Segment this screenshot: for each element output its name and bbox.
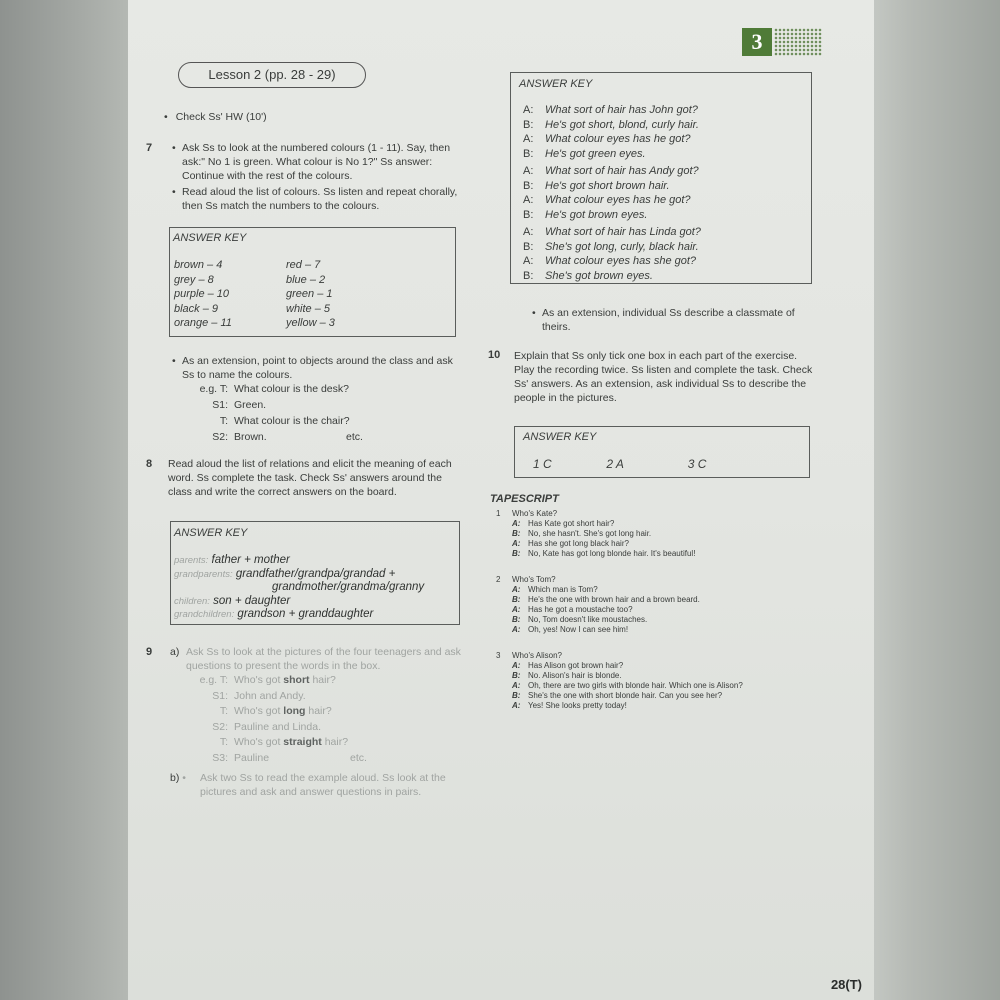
right-extension: • As an extension, individual Ss describe a classmate of theirs.: [542, 306, 816, 334]
tape-line: Oh, yes! Now I can see him!: [528, 625, 629, 634]
speaker: A:: [523, 194, 534, 206]
exercise-10-number: 10: [488, 349, 501, 361]
dialogue-pre: Who's got: [234, 736, 281, 748]
tape-line: Has he got a moustache too?: [528, 605, 633, 614]
relation-value: grandfather/grandpa/grandad +: [235, 567, 396, 580]
speaker: S2:: [212, 720, 228, 733]
dialogue-line: [172, 735, 472, 751]
dialogue-text: What sort of hair has John got?: [545, 104, 698, 116]
dialogue-pre: Who's got: [234, 674, 281, 686]
speaker: B:: [523, 118, 534, 131]
answer-item: black – 9: [174, 302, 219, 315]
answer-item: red – 7: [286, 259, 321, 271]
exercise-8-answer-key: [170, 521, 460, 625]
speaker: B:: [523, 208, 534, 221]
dialogue-line: [523, 147, 807, 162]
exercise-7-instruction-2: • Read aloud the list of colours. Ss listen and repeat chorally, then Ss match the numbers to the colours.: [182, 185, 464, 213]
exercise-9b-letter: b): [170, 772, 180, 784]
speaker: e.g. T:: [199, 383, 228, 395]
speaker: B:: [512, 671, 521, 680]
tapescript-part-2: [494, 575, 814, 635]
dialogue-line: [523, 225, 807, 240]
dialogue-line: [172, 382, 472, 398]
relation-value: grandson + granddaughter: [237, 608, 374, 620]
exercise-7-extension: • As an extension, point to objects around the class and ask Ss to name the colours.: [182, 354, 464, 382]
speaker: A:: [512, 585, 521, 594]
answer-key-title: ANSWER KEY: [174, 527, 248, 539]
dialogue-text: Pauline and Linda.: [234, 720, 321, 733]
relation-label: children:: [174, 595, 210, 607]
dialogue-text: She's got long, curly, black hair.: [545, 240, 699, 253]
background-left: [0, 0, 128, 1000]
tape-line: Which man is Tom?: [528, 585, 598, 594]
dialogue-text: [234, 704, 332, 718]
dialogue-line: [172, 673, 472, 689]
speaker: A:: [523, 104, 534, 116]
dialogue-post: hair?: [312, 674, 336, 686]
colour-answers-left: [174, 258, 284, 331]
speaker: e.g. T:: [199, 674, 228, 686]
tapescript-part-1: [494, 509, 814, 559]
unit-number-tab: 3: [742, 28, 772, 56]
speaker: A:: [512, 681, 521, 690]
part-number: 1: [496, 509, 501, 518]
relation-line: [174, 568, 456, 582]
part-heading: Who's Tom?: [512, 575, 556, 584]
speaker: B:: [523, 269, 534, 282]
unit-tab-dots: [774, 28, 822, 56]
speaker: A:: [512, 625, 521, 634]
answer-item: orange – 11: [174, 317, 232, 329]
dialogue-line: [523, 103, 807, 118]
dialogue-line: [172, 398, 472, 414]
dialogue-text: Brown.: [234, 431, 267, 443]
dialogue-group: [523, 103, 807, 161]
exercise-9-dialogue: [172, 673, 472, 766]
speaker: B:: [523, 179, 534, 192]
tape-line: Oh, there are two girls with blonde hair. Which one is Alison?: [528, 681, 743, 690]
speaker: S1:: [212, 399, 228, 411]
speaker: S3:: [212, 751, 228, 764]
answer-item: yellow – 3: [286, 317, 335, 329]
answer-key-dialogues: [523, 103, 807, 283]
answer-key-title: ANSWER KEY: [173, 232, 247, 244]
relations-answers: [174, 554, 456, 622]
dialogue-answer-key: [510, 72, 812, 284]
speaker: A:: [523, 165, 534, 177]
relation-value: grandmother/grandma/granny: [272, 581, 425, 593]
speaker: A:: [512, 605, 521, 614]
dialogue-line: [172, 430, 472, 446]
speaker: B:: [512, 549, 521, 558]
dialogue-line: [523, 164, 807, 179]
dialogue-line: [523, 132, 807, 147]
answer-item: 3 C: [687, 457, 707, 471]
dialogue-line: [172, 720, 472, 736]
exercise-9a-instruction: Ask Ss to look at the pictures of the four teenagers and ask questions to present the words in the box.: [186, 646, 461, 672]
dialogue-text: What colour eyes has he got?: [545, 133, 691, 145]
keyword: short: [283, 674, 310, 686]
answer-item: white – 5: [286, 302, 331, 315]
answer-key-title: ANSWER KEY: [519, 78, 593, 90]
speaker: A:: [523, 226, 534, 238]
dialogue-pre: Who's got: [234, 705, 281, 717]
answer-item: brown – 4: [174, 259, 223, 271]
dialogue-text: She's got brown eyes.: [545, 269, 653, 282]
speaker: A:: [512, 661, 521, 670]
relation-value: father + mother: [211, 554, 290, 566]
tape-line: No, Kate has got long blonde hair. It's beautiful!: [528, 549, 696, 558]
answer-item: 2 A: [606, 457, 624, 471]
exercise-10-instruction: Explain that Ss only tick one box in each part of the exercise. Play the recording twice. Ss listen and complete the task. Check Ss' answers. As an extension, ask individual Ss to describe the people in the pictures.: [514, 350, 813, 404]
tape-line: Yes! She looks pretty today!: [528, 701, 627, 710]
answer-item: purple – 10: [174, 288, 230, 300]
dialogue-post: hair?: [324, 736, 349, 748]
dialogue-line: [172, 414, 472, 430]
background-right: [874, 0, 1000, 1000]
dialogue-post: hair?: [308, 705, 332, 717]
dialogue-text: Pauline: [234, 751, 270, 764]
tape-line: Has she got long black hair?: [528, 539, 629, 548]
answer-item: 1 C: [533, 457, 552, 471]
relation-line: [174, 608, 456, 622]
lesson-title: Lesson 2 (pp. 28 - 29): [178, 62, 366, 88]
dialogue-line: [523, 240, 807, 255]
dialogue-group: [523, 164, 807, 222]
part-number: 3: [496, 651, 501, 660]
dialogue-text: He's got short brown hair.: [545, 179, 670, 192]
dialogue-group: [523, 225, 807, 283]
tapescript-part-3: [494, 651, 814, 711]
exercise-7-number: 7: [146, 142, 153, 154]
exercise-7-answer-key: [169, 227, 456, 337]
answer-key-title: ANSWER KEY: [523, 431, 597, 443]
speaker: B:: [512, 529, 521, 538]
speaker: S2:: [212, 431, 228, 443]
answer-item: green – 1: [286, 288, 333, 300]
exercise-8-instruction: Read aloud the list of relations and elicit the meaning of each word. Ss complete the task. Check Ss' answers around the class and write the correct answers on the board.: [168, 458, 452, 498]
part-heading: Who's Alison?: [512, 651, 562, 660]
dialogue-line: [172, 689, 472, 705]
dialogue-text: What sort of hair has Andy got?: [545, 165, 699, 177]
dialogue-line: [523, 193, 807, 208]
speaker: B:: [512, 615, 521, 624]
relation-label: grandparents:: [174, 568, 233, 580]
dialogue-text: What colour eyes has he got?: [545, 194, 691, 206]
dialogue-text: What colour is the chair?: [234, 415, 350, 427]
dialogue-text: What colour is the desk?: [234, 383, 349, 395]
dialogue-line: [172, 704, 472, 720]
page-number: 28(T): [830, 977, 862, 992]
speaker: B:: [512, 691, 521, 700]
relation-line: [174, 595, 456, 609]
exercise-10-answers: [533, 457, 748, 471]
dialogue-line: [523, 118, 807, 133]
speaker: A:: [523, 133, 534, 145]
tapescript-title: TAPESCRIPT: [490, 493, 559, 505]
dialogue-line: [172, 751, 472, 767]
dialogue-text: He's got brown eyes.: [545, 208, 648, 221]
exercise-9b-label: b) •: [170, 772, 186, 784]
part-heading: Who's Kate?: [512, 509, 558, 518]
tape-line: Has Kate got short hair?: [528, 519, 615, 528]
exercise-7-dialogue: [172, 382, 472, 446]
dialogue-line: [523, 179, 807, 194]
keyword: straight: [283, 736, 322, 748]
speaker: B:: [523, 240, 534, 253]
speaker: A:: [512, 539, 521, 548]
speaker: T:: [219, 705, 228, 717]
speaker: A:: [512, 701, 521, 710]
dialogue-text: [234, 673, 336, 687]
exercise-9a-label: a): [170, 646, 180, 658]
dialogue-text: He's got green eyes.: [545, 147, 646, 160]
tape-line: No, she hasn't. She's got long hair.: [528, 529, 652, 538]
dialogue-line: [523, 254, 807, 269]
colour-answers-right: [286, 258, 396, 331]
answer-item: grey – 8: [174, 273, 214, 286]
check-hw: • Check Ss' HW (10'): [164, 111, 267, 123]
tape-line: She's the one with short blonde hair. Can you see her?: [528, 691, 723, 700]
etc-text: etc.: [346, 431, 363, 443]
dialogue-line: [523, 208, 807, 223]
document-page: [128, 0, 874, 1000]
exercise-8-number: 8: [146, 458, 153, 470]
speaker: T:: [219, 415, 228, 427]
answer-item: blue – 2: [286, 273, 326, 286]
tape-line: Has Alison got brown hair?: [528, 661, 624, 670]
tape-line: He's the one with brown hair and a brown beard.: [528, 595, 700, 604]
exercise-9-number: 9: [146, 646, 153, 658]
dialogue-text: What sort of hair has Linda got?: [545, 226, 701, 238]
dialogue-line: [523, 269, 807, 284]
speaker: T:: [219, 736, 228, 748]
relation-label: parents:: [174, 555, 209, 566]
exercise-7-instruction: • Ask Ss to look at the numbered colours (1 - 11). Say, then ask:" No 1 is green. What colour is No 1?" Ss answer: Continue with the rest of the colours.: [182, 141, 464, 183]
tape-line: No, Tom doesn't like moustaches.: [528, 615, 648, 624]
dialogue-text: John and Andy.: [234, 689, 306, 702]
keyword: long: [283, 705, 306, 717]
dialogue-text: He's got short, blond, curly hair.: [545, 118, 699, 131]
speaker: A:: [512, 519, 521, 528]
dialogue-text: Green.: [234, 399, 267, 411]
speaker: S1:: [212, 689, 228, 702]
part-number: 2: [496, 575, 501, 584]
exercise-9b-instruction: Ask two Ss to read the example aloud. Ss look at the pictures and ask and answer questions in pairs.: [200, 772, 446, 798]
speaker: A:: [523, 255, 534, 267]
dialogue-text: What colour eyes has she got?: [545, 255, 697, 267]
etc-text: etc.: [350, 751, 367, 764]
dialogue-text: [234, 735, 348, 749]
speaker: B:: [512, 595, 521, 604]
relation-line: [174, 581, 456, 595]
relation-value: son + daughter: [213, 594, 291, 607]
tape-line: No. Alison's hair is blonde.: [528, 671, 622, 680]
relation-line: [174, 554, 456, 568]
relation-label: grandchildren:: [174, 609, 235, 620]
exercise-10-answer-key: [514, 426, 810, 478]
speaker: B:: [523, 147, 534, 160]
check-hw-text: Check Ss' HW (10'): [175, 111, 267, 123]
